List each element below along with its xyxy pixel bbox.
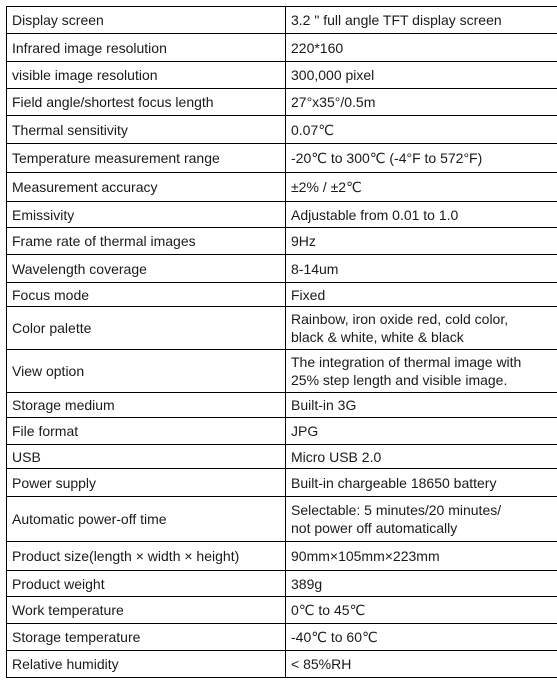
table-row [7,255,557,283]
spec-value: -40℃ to 60℃ [286,624,557,651]
spec-label: Work temperature [7,597,286,624]
spec-value-line: black & white, white & black [291,329,464,345]
spec-value [286,497,557,542]
spec-label: Product size(length × width × height) [7,542,286,571]
spec-value: Built-in 3G [286,393,557,418]
spec-label: Focus mode [7,283,286,307]
table-row [7,393,557,418]
spec-label: Color palette [7,307,286,350]
spec-label: Relative humidity [7,651,286,678]
spec-value: -20℃ to 300℃ (-4°F to 572°F) [286,144,557,173]
spec-label: Infrared image resolution [7,34,286,62]
spec-value: Micro USB 2.0 [286,445,557,469]
table-row [7,202,557,228]
spec-value: ±2% / ±2℃ [286,173,557,202]
spec-label: USB [7,445,286,469]
spec-label: Display screen [7,7,286,34]
spec-value-line: not power off automatically [291,520,458,536]
spec-table [6,6,557,678]
spec-label: Thermal sensitivity [7,116,286,144]
spec-label: Temperature measurement range [7,144,286,173]
spec-value: 0.07℃ [286,116,557,144]
spec-value [286,350,557,393]
spec-value: JPG [286,418,557,445]
table-row [7,173,557,202]
spec-label: Measurement accuracy [7,173,286,202]
spec-value: 220*160 [286,34,557,62]
spec-label: Field angle/shortest focus length [7,89,286,116]
spec-label: Storage temperature [7,624,286,651]
spec-value-line: Rainbow, iron oxide red, cold color, [291,311,509,327]
table-row [7,350,557,393]
spec-value-line: Selectable: 5 minutes/20 minutes/ [291,502,502,518]
spec-value: 389g [286,571,557,597]
table-row [7,144,557,173]
table-row [7,445,557,469]
table-row [7,116,557,144]
spec-label: View option [7,350,286,393]
spec-label: Emissivity [7,202,286,228]
table-row [7,34,557,62]
spec-value: 3.2 " full angle TFT display screen [286,7,557,34]
table-row [7,624,557,651]
table-row [7,597,557,624]
spec-label: Wavelength coverage [7,255,286,283]
table-row [7,497,557,542]
table-row [7,571,557,597]
table-row [7,7,557,34]
spec-value: 0℃ to 45℃ [286,597,557,624]
spec-label: File format [7,418,286,445]
spec-value: 90mm×105mm×223mm [286,542,557,571]
table-row [7,283,557,307]
spec-value: Built-in chargeable 18650 battery [286,469,557,497]
spec-value [286,307,557,350]
spec-value: Fixed [286,283,557,307]
spec-value: 27°x35°/0.5m [286,89,557,116]
spec-value: 300,000 pixel [286,62,557,89]
spec-value-line: 25% step length and visible image. [291,372,508,388]
table-row [7,542,557,571]
spec-value: 9Hz [286,228,557,255]
table-row [7,418,557,445]
table-row [7,651,557,678]
spec-label: Storage medium [7,393,286,418]
spec-label: Automatic power-off time [7,497,286,542]
spec-value: < 85%RH [286,651,557,678]
spec-value-line: The integration of thermal image with [291,354,522,370]
spec-label: Power supply [7,469,286,497]
spec-label: Product weight [7,571,286,597]
table-row [7,228,557,255]
table-row [7,307,557,350]
spec-value: Adjustable from 0.01 to 1.0 [286,202,557,228]
spec-label: Frame rate of thermal images [7,228,286,255]
table-row [7,469,557,497]
table-row [7,62,557,89]
spec-value: 8-14um [286,255,557,283]
spec-label: visible image resolution [7,62,286,89]
table-row [7,89,557,116]
